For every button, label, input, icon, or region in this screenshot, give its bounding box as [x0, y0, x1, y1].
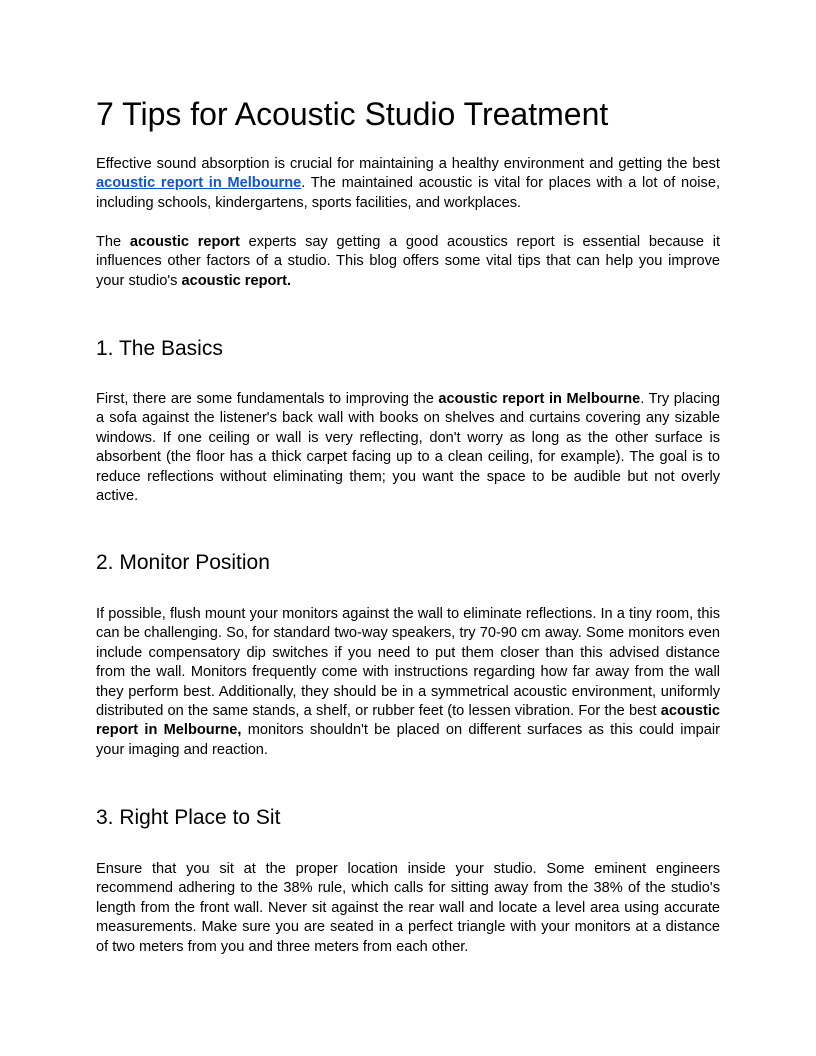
section-paragraph-right-place-to-sit: [96, 860, 720, 957]
monitor-bold-1: acoustic report in Melbourne,: [96, 703, 720, 739]
section-heading-monitor-position: 2. Monitor Position: [96, 551, 270, 574]
intro-paragraph-2: [96, 233, 720, 291]
section-heading-right-place-to-sit: 3. Right Place to Sit: [96, 806, 281, 829]
sit-text-1: Ensure that you sit at the proper location inside your studio. Some eminent engineers recommend adhering to the 38% rule, which calls for sitting away from the 38% of the studio's length from the front wall. Never sit against the rear wall and locate a level area using accurate measurements. Make sure you are seated in a perfect triangle with your monitors at a distance of two meters from you and three meters from each other.: [96, 861, 720, 955]
section-paragraph-basics: [96, 390, 720, 506]
intro-paragraph-1: [96, 155, 720, 213]
monitor-text-2: monitors shouldn't be placed on different surfaces as this could impair your imaging and reaction.: [96, 722, 721, 758]
intro-p2-bold-1: acoustic report: [129, 234, 240, 250]
intro-p2-bold-2: acoustic report.: [181, 272, 292, 289]
basics-text-1: First, there are some fundamentals to improving the: [96, 391, 439, 407]
section-paragraph-monitor-position: [96, 605, 720, 760]
intro-text-before-link: Effective sound absorption is crucial for maintaining a healthy environment and getting the best: [96, 156, 720, 172]
acoustic-report-link[interactable]: acoustic report in Melbourne: [96, 175, 302, 192]
basics-bold-1: acoustic report in Melbourne: [438, 391, 641, 407]
basics-text-2: . Try placing a sofa against the listener's back wall with books on shelves and curtains covering any sizable windows. If one ceiling or wall is very reflecting, don't worry as long as the other surface is absorbent (the floor has a thick carpet facing up to a clean ceiling, for example). The goal is to reduce reflections without eliminating them; you want the space to be audible but not overly active.: [96, 391, 720, 505]
intro-p2-text-1: The: [96, 234, 130, 250]
page-title: 7 Tips for Acoustic Studio Treatment: [96, 96, 609, 132]
intro-p2-text-2: experts say getting a good acoustics report is essential because it influences other factors of a studio. This blog offers some vital tips that can help you improve your studio's: [96, 234, 720, 289]
monitor-text-1: If possible, flush mount your monitors against the wall to eliminate reflections. In a tiny room, this can be challenging. So, for standard two-way speakers, try 70-90 cm away. Some monitors even include compensatory dip switches if you need to put them closer than this advised distance from the wall. Monitors frequently come with instructions regarding how far away from the wall they perform best. Additionally, they should be in a symmetrical acoustic environment, uniformly distributed on the same stands, a shelf, or rubber feet (to lessen vibration. For the best: [96, 606, 720, 720]
intro-text-after-link: . The maintained acoustic is vital for places with a lot of noise, including schools, kindergartens, sports facilities, and workplaces.: [96, 175, 720, 211]
section-heading-basics: 1. The Basics: [96, 337, 223, 360]
